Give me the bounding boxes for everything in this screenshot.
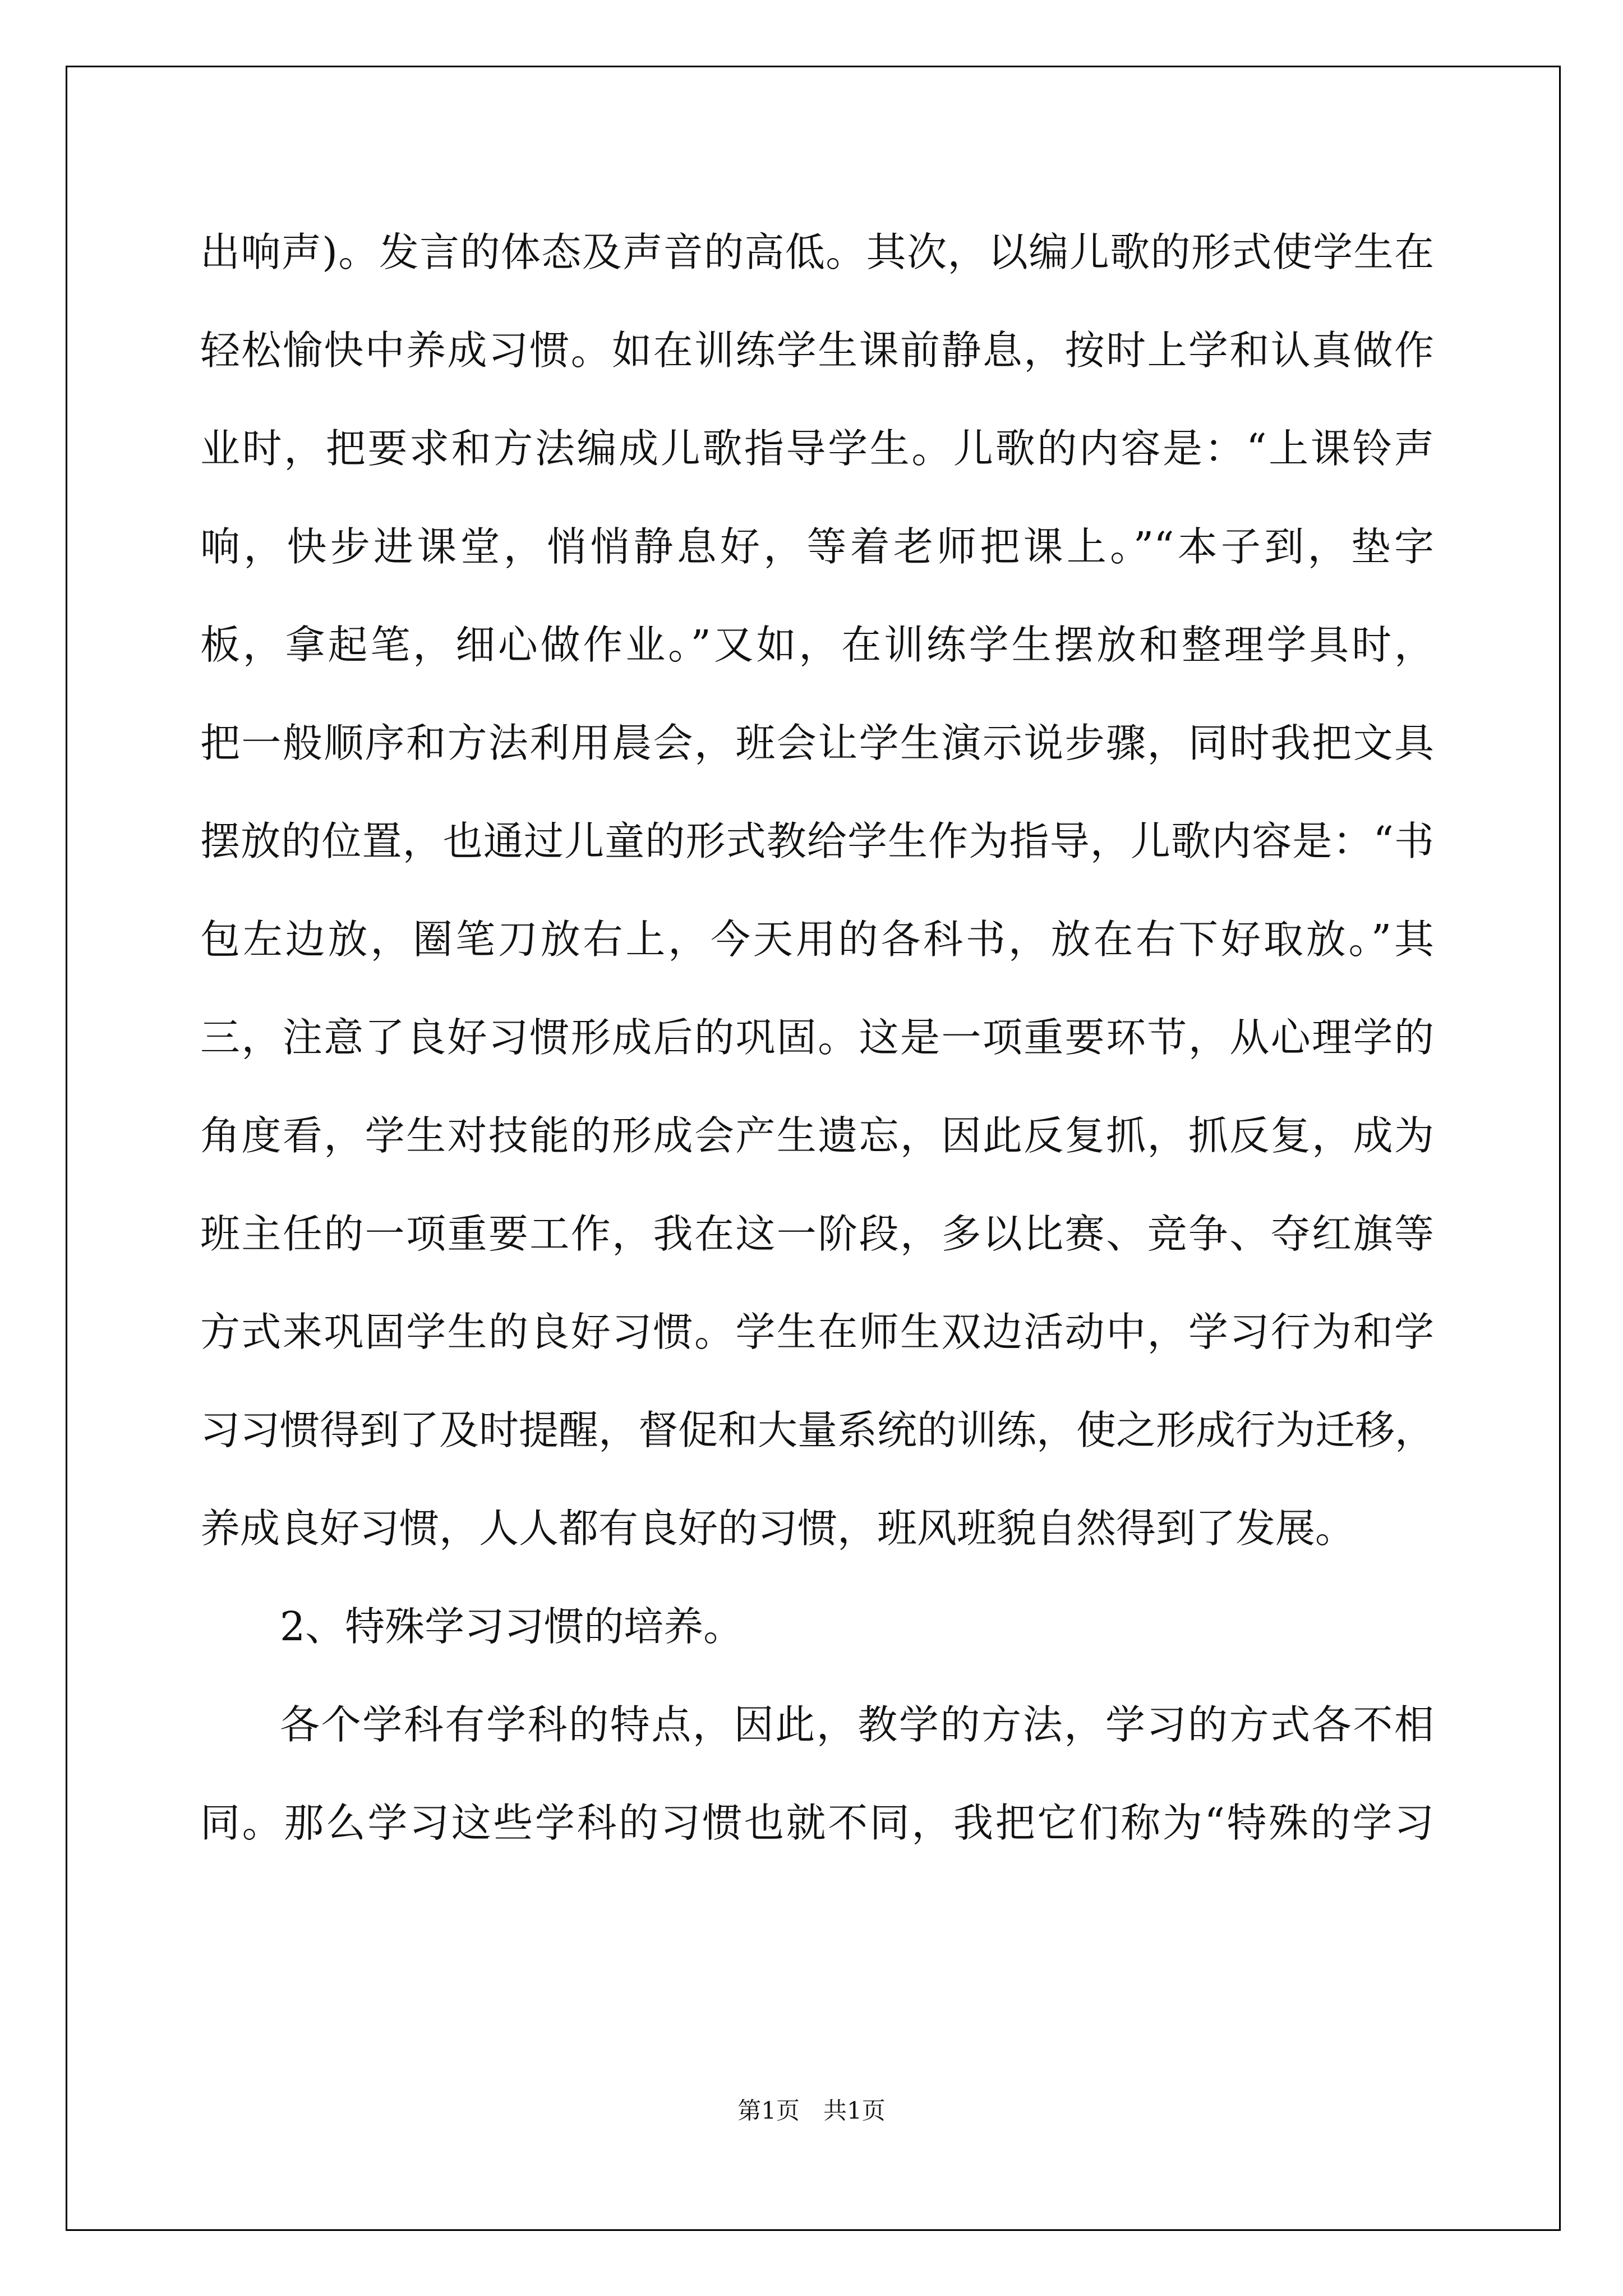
text-line: 包左边放，圈笔刀放右上，今天用的各科书，放在右下好取放。”其 — [200, 916, 1434, 963]
text-line: 班主任的一项重要工作，我在这一阶段，多以比赛、竞争、夺红旗等 — [200, 1211, 1434, 1257]
page-number-footer: 第1页 共1页 — [737, 2097, 886, 2124]
section-heading: 2、特殊学习习惯的培养。 — [280, 1603, 744, 1650]
text-line: 角度看，学生对技能的形成会产生遗忘，因此反复抓，抓反复，成为 — [200, 1112, 1434, 1159]
document-body — [200, 216, 1434, 1885]
text-line: 方式来巩固学生的良好习惯。学生在师生双边活动中，学习行为和学 — [200, 1309, 1434, 1355]
text-line: 轻松愉快中养成习惯。如在训练学生课前静息，按时上学和认真做作 — [200, 327, 1434, 374]
text-line: 板，拿起笔，细心做作业。”又如，在训练学生摆放和整理学具时， — [200, 622, 1434, 668]
text-line: 摆放的位置，也通过儿童的形式教给学生作为指导，儿歌内容是：“书 — [200, 818, 1434, 864]
text-line: 三，注意了良好习惯形成后的巩固。这是一项重要环节，从心理学的 — [200, 1014, 1434, 1061]
text-line: 出响声)。发言的体态及声音的高低。其次，以编儿歌的形式使学生在 — [200, 229, 1434, 275]
text-line: 响，快步进课堂，悄悄静息好，等着老师把课上。”“本子到，垫字 — [200, 523, 1434, 570]
paragraph-first-line: 各个学科有学科的特点，因此，教学的方法，学习的方式各不相 — [280, 1701, 1434, 1748]
text-line: 同。那么学习这些学科的习惯也就不同，我把它们称为“特殊的学习 — [200, 1800, 1434, 1846]
text-line: 养成良好习惯，人人都有良好的习惯，班风班貌自然得到了发展。 — [200, 1505, 1355, 1552]
text-line: 业时，把要求和方法编成儿歌指导学生。儿歌的内容是：“上课铃声 — [200, 425, 1434, 472]
text-line: 习习惯得到了及时提醒，督促和大量系统的训练，使之形成行为迁移， — [200, 1407, 1435, 1453]
text-line: 把一般顺序和方法利用晨会，班会让学生演示说步骤，同时我把文具 — [200, 720, 1434, 766]
